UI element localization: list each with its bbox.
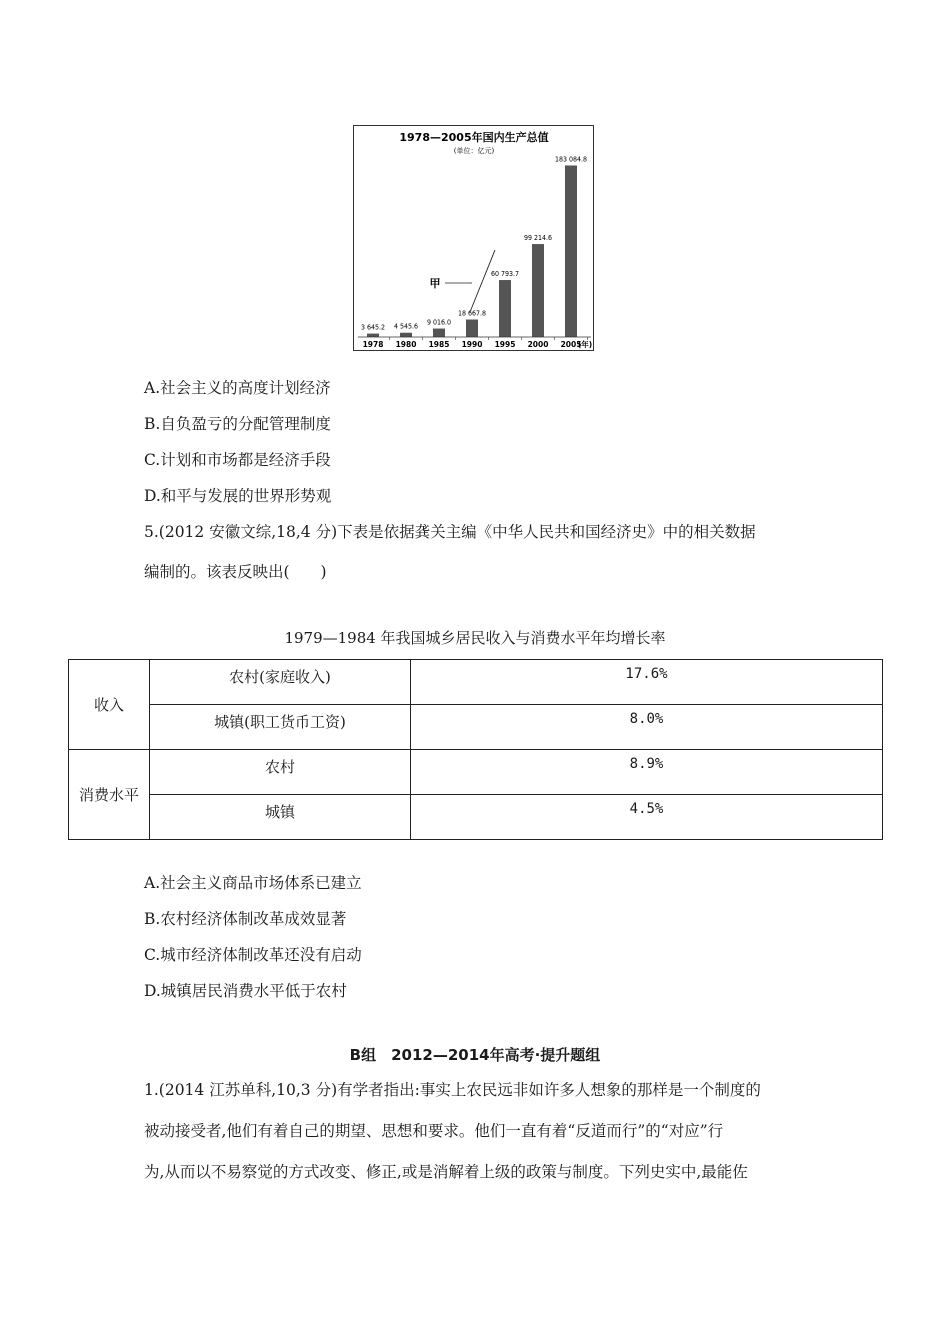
x-tick-1980: 1980 <box>395 340 417 349</box>
q5-option-b: B.农村经济体制改革成效显著 <box>144 910 347 928</box>
x-tick-1995: 1995 <box>494 340 516 349</box>
bar-1980 <box>400 333 412 337</box>
x-tick-2000: 2000 <box>527 340 549 349</box>
q5-stem-line2: 编制的。该表反映出( ) <box>144 563 327 581</box>
q4-option-b: B.自负盈亏的分配管理制度 <box>144 415 331 433</box>
value-label-1995: 60 793.7 <box>490 270 520 279</box>
item-cell: 农村(家庭收入) <box>150 660 411 705</box>
q1-stem-line2: 被动接受者,他们有着自己的期望、思想和要求。他们一直有着“反道而行”的“对应”行 <box>144 1122 724 1140</box>
x-unit-label: (年) <box>577 340 593 349</box>
bar-1995 <box>499 280 511 337</box>
value-cell: 4.5% <box>411 795 883 840</box>
value-label-1990: 18 667.8 <box>457 309 487 318</box>
item-cell: 农村 <box>150 750 411 795</box>
gdp-bar-chart <box>354 126 595 352</box>
bar-2005 <box>565 165 577 337</box>
value-label-2000: 99 214.6 <box>523 234 553 243</box>
table-row <box>69 795 883 840</box>
value-label-1985: 9 016.0 <box>426 318 452 327</box>
q5-option-a: A.社会主义商品市场体系已建立 <box>144 874 362 892</box>
income-consumption-table <box>68 659 883 840</box>
category-cell: 消费水平 <box>69 750 150 840</box>
q1-stem-line1: 1.(2014 江苏单科,10,3 分)有学者指出:事实上农民远非如许多人想象的那样是一个制度的 <box>144 1081 761 1099</box>
x-tick-1978: 1978 <box>362 340 384 349</box>
item-cell: 城镇(职工货币工资) <box>150 705 411 750</box>
value-label-1978: 3 645.2 <box>360 323 386 332</box>
bar-1978 <box>367 334 379 337</box>
table-title: 1979—1984 年我国城乡居民收入与消费水平年均增长率 <box>284 629 666 647</box>
value-label-2005: 183 084.8 <box>554 155 588 164</box>
q5-stem-line1: 5.(2012 安徽文综,18,4 分)下表是依据龚关主编《中华人民共和国经济史》中的相关数据 <box>144 523 756 541</box>
table-row <box>69 705 883 750</box>
section-heading: B组 2012—2014年高考·提升题组 <box>349 1046 601 1064</box>
x-tick-1990: 1990 <box>461 340 483 349</box>
q1-stem-line3: 为,从而以不易察觉的方式改变、修正,或是消解着上级的政策与制度。下列史实中,最能佐 <box>144 1163 748 1181</box>
annotation-jia: 甲 <box>429 277 441 290</box>
bar-1990 <box>466 320 478 337</box>
q4-option-a: A.社会主义的高度计划经济 <box>144 379 331 397</box>
chart-subtitle: (单位：亿元) <box>453 147 495 155</box>
trend-line <box>470 250 495 312</box>
item-cell: 城镇 <box>150 795 411 840</box>
bar-2000 <box>532 244 544 337</box>
q4-option-d: D.和平与发展的世界形势观 <box>144 487 332 505</box>
x-tick-1985: 1985 <box>428 340 450 349</box>
value-cell: 17.6% <box>411 660 883 705</box>
gdp-chart <box>353 125 594 351</box>
table-row <box>69 660 883 705</box>
q5-option-d: D.城镇居民消费水平低于农村 <box>144 982 347 1000</box>
q5-option-c: C.城市经济体制改革还没有启动 <box>144 946 362 964</box>
x-tick-2005: 2005 <box>560 340 582 349</box>
value-cell: 8.9% <box>411 750 883 795</box>
q4-option-c: C.计划和市场都是经济手段 <box>144 451 331 469</box>
chart-title: 1978—2005年国内生产总值 <box>399 131 549 144</box>
bar-1985 <box>433 329 445 337</box>
value-label-1980: 4 545.6 <box>393 322 419 331</box>
table-row <box>69 750 883 795</box>
category-cell: 收入 <box>69 660 150 750</box>
value-cell: 8.0% <box>411 705 883 750</box>
